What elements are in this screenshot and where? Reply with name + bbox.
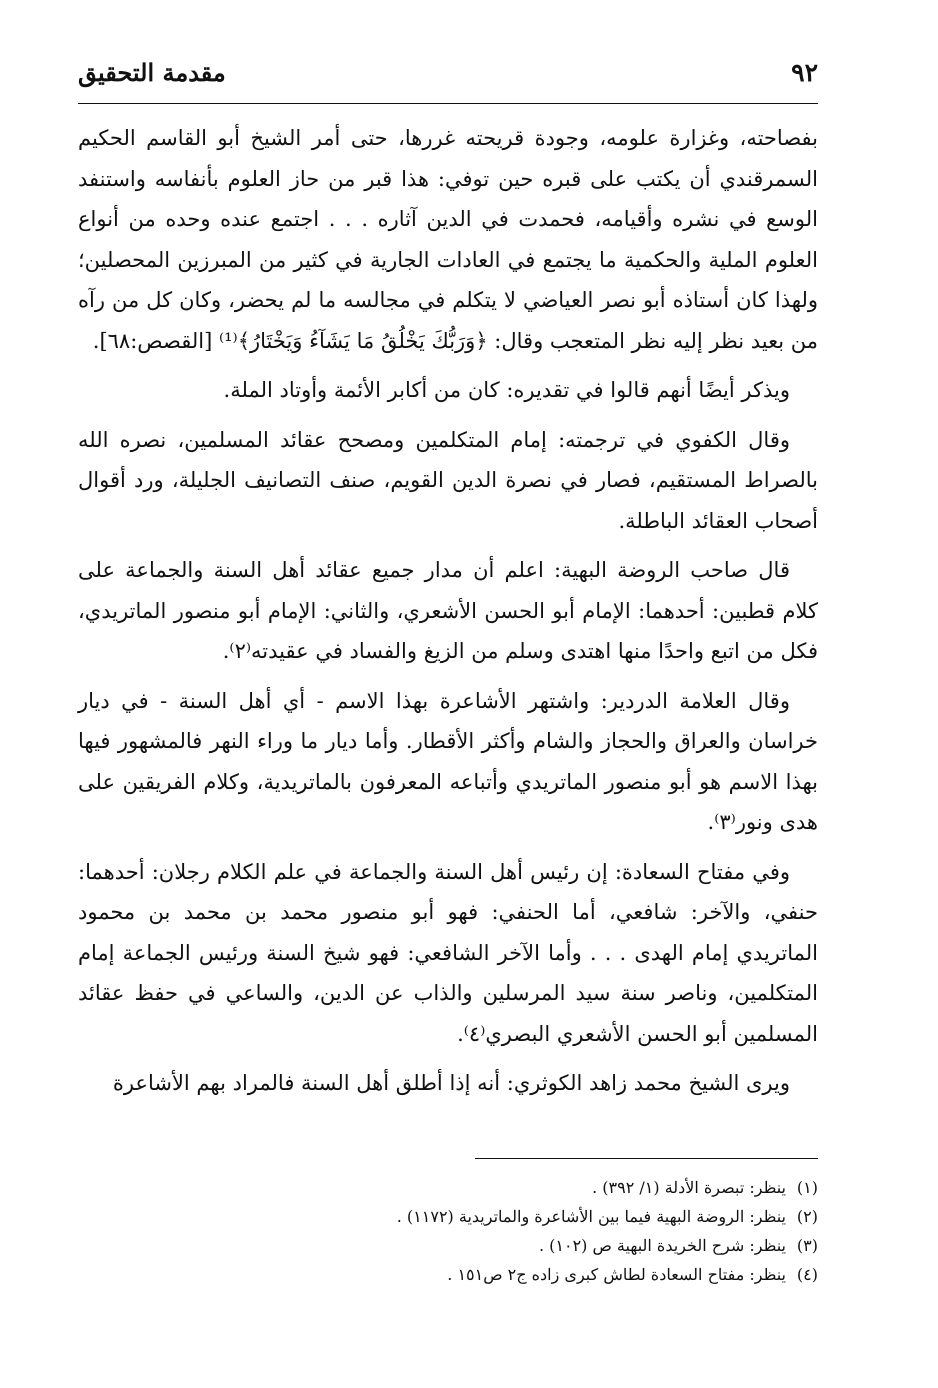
paragraph: ويرى الشيخ محمد زاهد الكوثري: أنه إذا أطلق أهل السنة فالمراد بهم الأشاعرة xyxy=(112,1071,790,1095)
page-number: ٩٢ xyxy=(791,58,818,87)
footnote-text: ينظر: تبصرة الأدلة (١/ ٣٩٢) . xyxy=(592,1178,786,1197)
footnote-item xyxy=(78,1173,818,1202)
paragraph: وفي مفتاح السعادة: إن رئيس أهل السنة والجماعة في علم الكلام رجلان: أحدهما: حنفي، والآخر: شافعي، أما الحنفي: فهو أبو منصور محمد بن محمد بن محمود الماتريدي إمام الهدى . . . وأما الآخر الشافعي: فهو شيخ السنة ورئيس الجماعة إمام المتكلمين، وناصر سنة سيد المرسلين والذاب عن الدين، والساعي في حفظ عقائد المسلمين أبو الحسن الأشعري البصري⁽٤⁾. xyxy=(78,859,818,1046)
body-text xyxy=(78,118,818,1113)
footnote-number: (٢) xyxy=(796,1207,818,1226)
paragraph: قال صاحب الروضة البهية: اعلم أن مدار جميع عقائد أهل السنة والجماعة على كلام قطبين: أحدهما: الإمام أبو الحسن الأشعري، والثاني: الإمام أبو منصور الماتريدي، فكل من اتبع واحدًا منها اهتدى وسلم من الزيغ والفساد في عقيدته⁽٢⁾. xyxy=(78,558,818,663)
footnote-separator xyxy=(475,1158,818,1159)
header-rule xyxy=(78,103,818,104)
footnote-number: (٣) xyxy=(796,1236,818,1255)
footnote-item xyxy=(78,1260,818,1289)
paragraph: وقال الكفوي في ترجمته: إمام المتكلمين ومصحح عقائد المسلمين، نصره الله بالصراط المستقيم، فصار في نصرة الدين القويم، صنف التصانيف الجليلة، ورد أقوال أصحاب العقائد الباطلة. xyxy=(78,427,818,533)
paragraph: وقال العلامة الدردير: واشتهر الأشاعرة بهذا الاسم - أي أهل السنة - في ديار خراسان والعراق والحجاز والشام وأكثر الأقطار. وأما ديار ما وراء النهر فالمشهور فيها بهذا الاسم هو أبو منصور الماتريدي وأتباعه المعرفون بالماتريدية، وكلام الفريقين على هدى ونور⁽٣⁾. xyxy=(78,688,818,834)
footnote-number: (١) xyxy=(796,1178,818,1197)
footnote-number: (٤) xyxy=(796,1265,818,1284)
footnote-text: ينظر: شرح الخريدة البهية ص (١٠٢) . xyxy=(538,1236,786,1255)
page-header xyxy=(78,58,818,94)
footnote-text: ينظر: الروضة البهية فيما بين الأشاعرة والماتريدية (١١٧٢) . xyxy=(396,1207,786,1226)
footnote-text: ينظر: مفتاح السعادة لطاش كبرى زاده ج٢ ص١٥١ . xyxy=(447,1265,786,1284)
running-title: مقدمة التحقيق xyxy=(78,58,226,87)
paragraph: بفصاحته، وغزارة علومه، وجودة قريحته غررها، حتى أمر الشيخ أبو القاسم الحكيم السمرقندي أن يكتب على قبره حين توفي: هذا قبر من حاز العلوم بأنفاسه واستنفد الوسع في نشره وأقيامه، فحمدت في الدين آثاره . . . اجتمع عنده وحده من أنواع العلوم الملية والحكمية ما يجتمع في العادات الجارية في كثير من المبرزين المحصلين؛ ولهذا كان أستاذه أبو نصر العياضي لا يتكلم في مجالسه ما لم يحضر، وكان كل من رآه من بعيد نظر إليه نظر المتعجب وقال: ﴿وَرَبُّكَ يَخْلُقُ مَا يَشَآءُ وَيَخْتَارُ﴾⁽¹⁾ [القصص:٦٨]. xyxy=(78,126,818,353)
footnotes xyxy=(78,1173,818,1289)
paragraph: ويذكر أيضًا أنهم قالوا في تقديره: كان من أكابر الأئمة وأوتاد الملة. xyxy=(223,378,790,402)
footnote-item xyxy=(78,1231,818,1260)
footnote-item xyxy=(78,1202,818,1231)
